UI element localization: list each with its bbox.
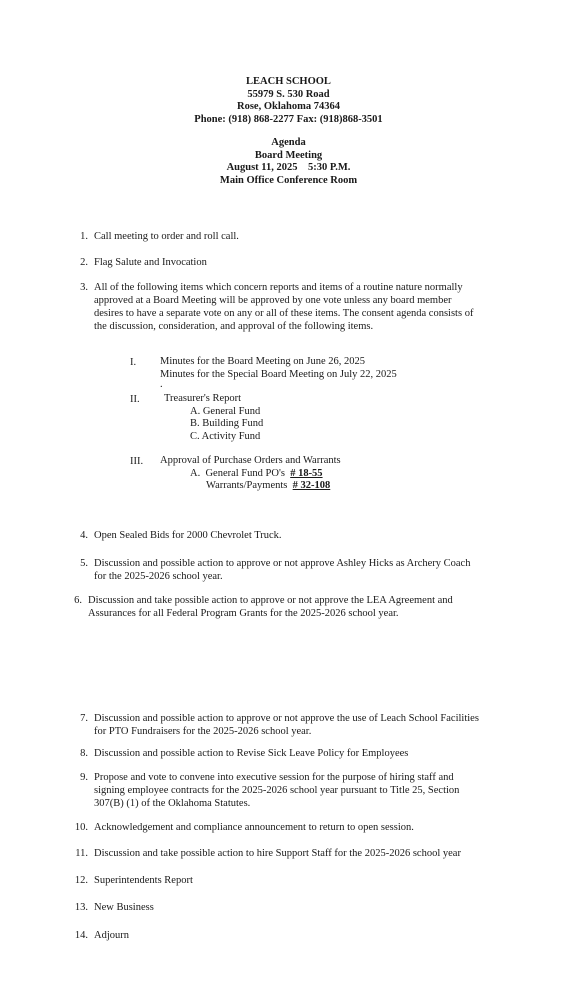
item-text-line: signing employee contracts for the 2025-2026 school year pursuant to Title 25, Section	[94, 785, 460, 796]
item-text-line: the discussion, consideration, and approval of the following items.	[94, 321, 374, 332]
school-address-line1: 55979 S. 530 Road	[247, 88, 330, 100]
item-text-line: Discussion and possible action to approve or not approve Ashley Hicks as Archery Coach	[94, 558, 471, 569]
item-text-line: 307(B) (1) of the Oklahoma Statutes.	[94, 798, 251, 809]
po-range: # 18-55	[290, 467, 323, 479]
item-text-line: Discussion and possible action to approve or not approve the use of Leach School Facilities	[94, 713, 479, 724]
meeting-datetime: August 11, 2025 5:30 P.M.	[226, 162, 351, 173]
agenda-item-4	[74, 529, 494, 542]
item-text-line: Discussion and take possible action to approve or not approve the LEA Agreement and	[88, 595, 453, 606]
agenda-item-8	[74, 747, 494, 760]
school-header	[0, 76, 577, 126]
item-number: 7.	[80, 713, 88, 724]
school-address-line2: Rose, Oklahoma 74364	[237, 101, 340, 112]
item-text: Open Sealed Bids for 2000 Chevrolet Truck.	[94, 530, 282, 541]
item-text-line: approved at a Board Meeting will be approved by one vote unless any board member	[94, 295, 452, 306]
item-text-line: All of the following items which concern reports and items of a routine nature normally	[94, 282, 463, 293]
stray-dot: .	[160, 379, 163, 390]
agenda-item-1	[74, 230, 494, 243]
agenda-item-7	[74, 712, 514, 738]
general-fund-po	[190, 468, 450, 481]
item-number: 10.	[74, 822, 88, 833]
roman-numeral: II.	[130, 394, 140, 405]
item-text-line: for the 2025-2026 school year.	[94, 571, 223, 582]
item-text: New Business	[94, 902, 154, 913]
item-text: Discussion and possible action to Revise Sick Leave Policy for Employees	[94, 748, 409, 759]
consent-item-I	[130, 356, 450, 389]
item-number: 3.	[80, 282, 88, 293]
agenda-item-3	[74, 281, 504, 333]
consent-item-III	[130, 455, 450, 493]
item-text-line: Assurances for all Federal Program Grants for the 2025-2026 school year.	[88, 608, 399, 619]
item-number: 8.	[80, 748, 88, 759]
item-text: Acknowledgement and compliance announcement to return to open session.	[94, 822, 414, 833]
minutes-line-2: Minutes for the Special Board Meeting on July 22, 2025	[160, 368, 397, 380]
item-text-line: desires to have a separate vote on any or all of these items. The consent agenda consists of	[94, 308, 474, 319]
item-number: 4.	[80, 530, 88, 541]
agenda-item-14	[74, 929, 494, 942]
item-text: Flag Salute and Invocation	[94, 257, 207, 268]
warrants-payments	[206, 480, 450, 493]
school-name: LEACH SCHOOL	[246, 76, 331, 87]
agenda-heading	[0, 137, 577, 187]
agenda-item-2	[74, 256, 494, 269]
treasurer-report-title: Treasurer's Report	[164, 393, 242, 404]
item-text-line: for PTO Fundraisers for the 2025-2026 school year.	[94, 726, 312, 737]
roman-numeral: III.	[130, 456, 144, 467]
item-text: Call meeting to order and roll call.	[94, 231, 239, 242]
item-number: 2.	[80, 257, 88, 268]
item-text: Discussion and take possible action to hire Support Staff for the 2025-2026 school year	[94, 848, 461, 859]
roman-numeral: I.	[130, 357, 137, 368]
minutes-line-1: Minutes for the Board Meeting on June 26, 2025	[160, 356, 366, 367]
warrants-label: Warrants/Payments	[206, 480, 293, 491]
meeting-location: Main Office Conference Room	[219, 174, 358, 186]
item-number: 9.	[80, 772, 88, 783]
item-text: Adjourn	[94, 930, 129, 941]
fund-building: B. Building Fund	[190, 418, 264, 429]
item-number: 13.	[74, 902, 88, 913]
item-number: 14.	[74, 930, 88, 941]
po-label: A. General Fund PO's	[190, 467, 291, 479]
item-text: Superintendents Report	[94, 875, 193, 886]
fund-general: A. General Fund	[190, 405, 261, 417]
school-contact: Phone: (918) 868-2277 Fax: (918)868-3501	[194, 113, 383, 125]
item-number: 1.	[80, 231, 88, 242]
consent-item-II	[130, 393, 450, 443]
agenda-item-12	[74, 874, 494, 887]
purchase-orders-title: Approval of Purchase Orders and Warrants	[160, 455, 341, 466]
agenda-item-11	[74, 847, 514, 860]
agenda-title: Agenda	[271, 137, 306, 148]
meeting-type: Board Meeting	[254, 149, 323, 161]
agenda-item-13	[74, 901, 494, 914]
fund-activity: C. Activity Fund	[190, 430, 261, 442]
agenda-item-10	[74, 821, 494, 834]
agenda-item-5	[74, 557, 494, 583]
item-number: 5.	[80, 558, 88, 569]
item-text-line: Propose and vote to convene into executive session for the purpose of hiring staff and	[94, 772, 454, 783]
item-number: 12.	[74, 875, 88, 886]
agenda-item-9	[74, 771, 504, 810]
item-number: 11.	[75, 848, 88, 859]
warrants-range: # 32-108	[292, 480, 331, 491]
item-number: 6.	[74, 595, 82, 606]
agenda-item-6	[68, 594, 488, 620]
